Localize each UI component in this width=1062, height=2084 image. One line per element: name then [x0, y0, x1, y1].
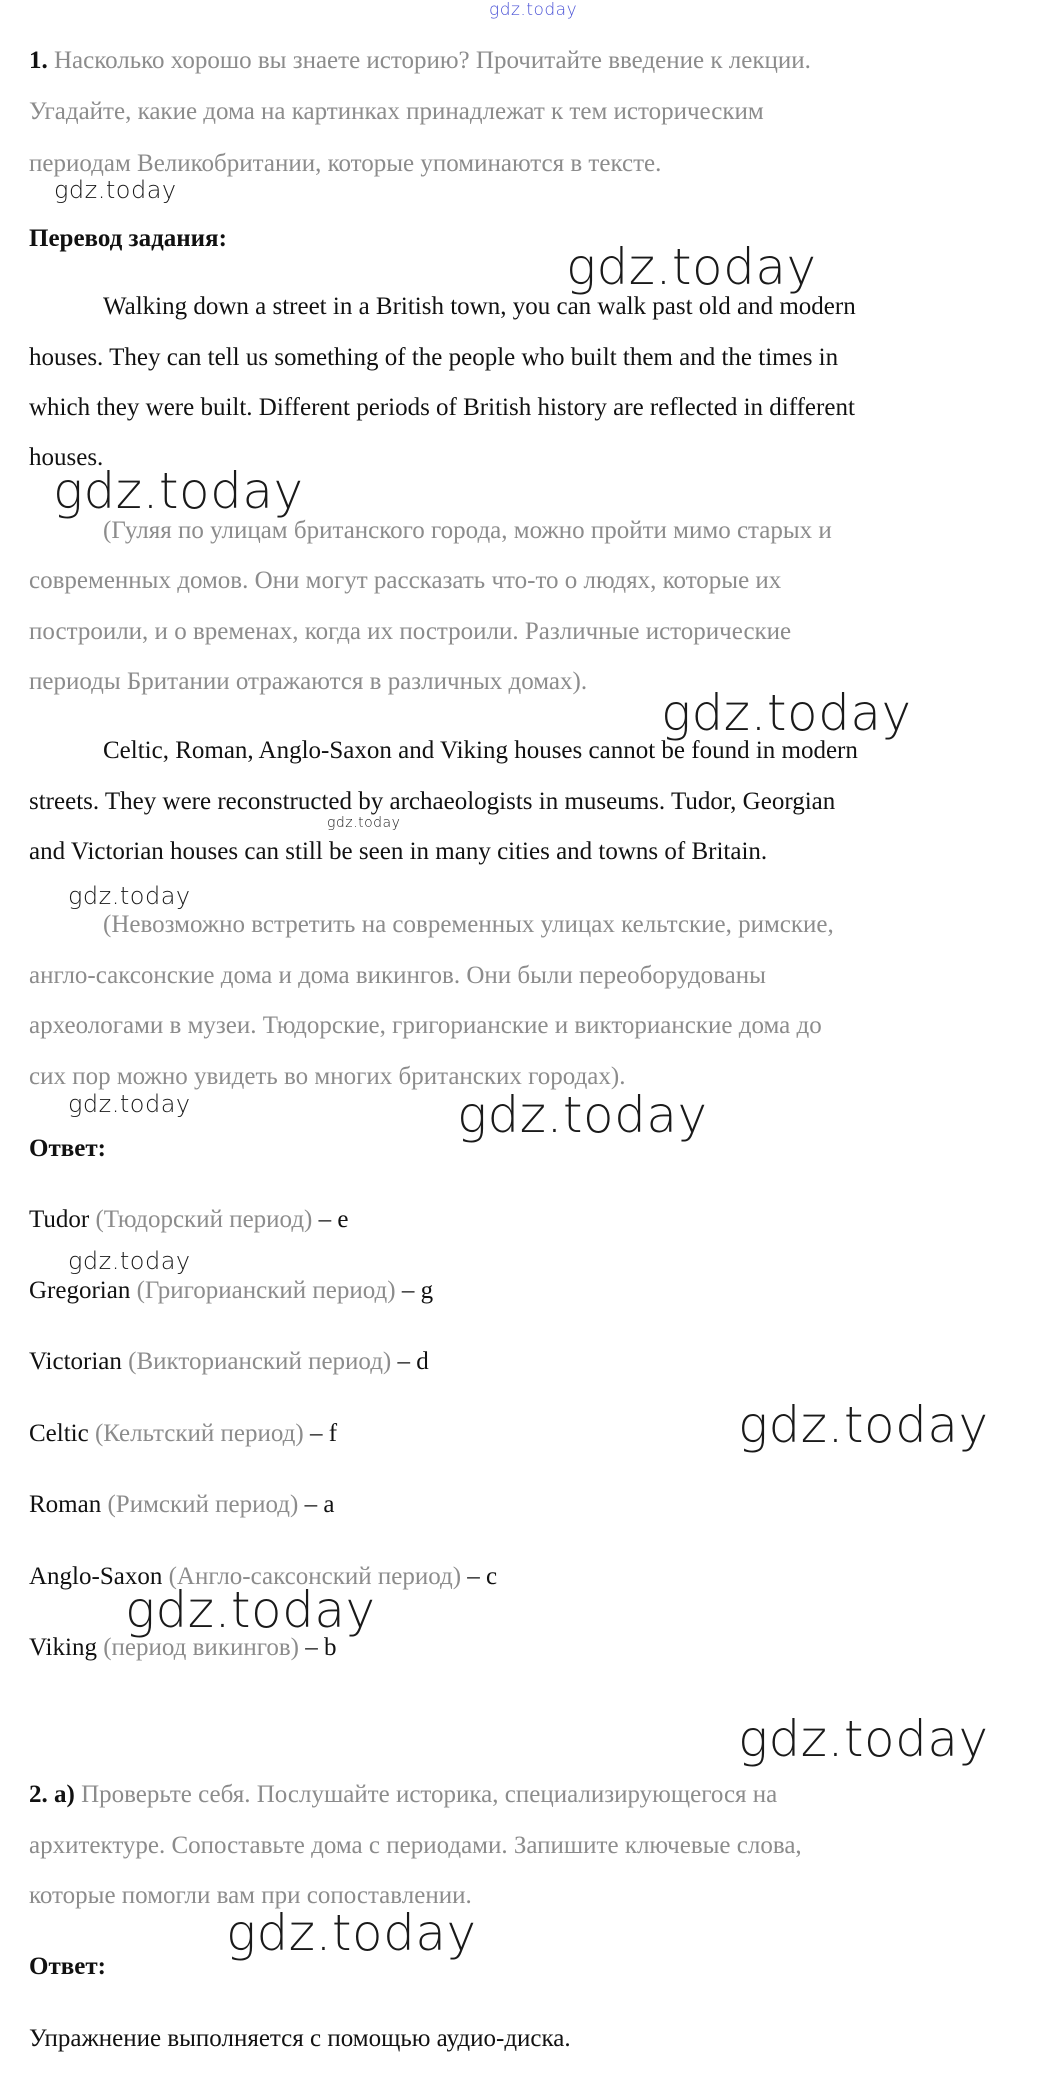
task1-prompt-line-3: периодам Великобритании, которые упоминаются в тексте.: [29, 150, 662, 177]
watermark: gdz.today: [738, 1396, 989, 1454]
watermark: gdz.today: [53, 462, 304, 520]
translation-heading: Перевод задания:: [29, 225, 227, 252]
watermark: gdz.today: [226, 1904, 477, 1962]
task2-prompt-text-1: Проверьте себя. Послушайте историка, специализирующегося на: [81, 1781, 778, 1808]
para2-en-line-3: and Victorian houses can still be seen in many cities and towns of Britain.: [29, 838, 768, 865]
task1-number: 1.: [29, 47, 48, 74]
answer-period: Viking: [29, 1634, 97, 1661]
para1-en-line-1: Walking down a street in a British town, you can walk past old and modern: [103, 293, 856, 320]
answer-period-ru: (Англо-саксонский период): [168, 1563, 462, 1590]
watermark: gdz.today: [566, 238, 817, 296]
answer-row: [29, 1205, 349, 1235]
answer-period: Gregorian: [29, 1277, 131, 1304]
answer-period-ru: (Викторианский период): [128, 1348, 392, 1375]
watermark: gdz.today: [457, 1086, 708, 1144]
task2-prompt-line-1: [29, 1780, 777, 1810]
answer-row: [29, 1347, 429, 1377]
para2-en-line-1: Celtic, Roman, Anglo-Saxon and Viking houses cannot be found in modern: [103, 737, 858, 764]
para1-ru-line-4: периоды Британии отражаются в различных домах).: [29, 668, 588, 695]
watermark: gdz.today: [68, 1247, 191, 1275]
para1-ru-line-3: построили, и о временах, когда их построили. Различные исторические: [29, 618, 792, 645]
answer-row: [29, 1633, 336, 1663]
answer-row: [29, 1490, 334, 1520]
para1-en-line-2: houses. They can tell us something of the people who built them and the times in: [29, 344, 839, 371]
para1-ru-line-1: (Гуляя по улицам британского города, можно пройти мимо старых и: [103, 517, 832, 544]
answer-heading-1: Ответ:: [29, 1135, 106, 1162]
answer-letter: – a: [304, 1491, 335, 1518]
para2-ru-line-3: археологами в музеи. Тюдорские, григорианские и викторианские дома до: [29, 1012, 822, 1039]
answer-letter: – f: [309, 1420, 338, 1447]
answer-letter: – c: [467, 1563, 498, 1590]
para1-ru-line-2: современных домов. Они могут рассказать что-то о людях, которые их: [29, 567, 782, 594]
answer-period: Tudor: [29, 1206, 90, 1233]
answer-period-ru: (Римский период): [107, 1491, 299, 1518]
answer-period: Anglo-Saxon: [29, 1563, 163, 1590]
para2-en-line-2: streets. They were reconstructed by archaeologists in museums. Tudor, Georgian: [29, 788, 836, 815]
para1-en-line-4: houses.: [29, 444, 104, 471]
answer-letter: – b: [305, 1634, 337, 1661]
answer-row: [29, 1276, 433, 1306]
watermark: gdz.today: [54, 176, 177, 204]
answer-letter: – d: [397, 1348, 429, 1375]
answer-period-ru: (Григорианский период): [136, 1277, 396, 1304]
answer-letter: – g: [401, 1277, 434, 1304]
answer-period-ru: (период викингов): [103, 1634, 299, 1661]
task2-number: 2. а): [29, 1781, 75, 1808]
answer-row: [29, 1419, 337, 1449]
para2-ru-line-1: (Невозможно встретить на современных улицах кельтские, римские,: [103, 911, 834, 938]
watermark: gdz.today: [125, 1581, 376, 1639]
answer-period: Celtic: [29, 1420, 89, 1447]
watermark: gdz.today: [661, 684, 912, 742]
watermark: gdz.today: [327, 815, 401, 831]
task2-answer-text: Упражнение выполняется с помощью аудио-диска.: [29, 2025, 571, 2052]
answer-heading-2: Ответ:: [29, 1953, 106, 1980]
answer-period: Roman: [29, 1491, 102, 1518]
watermark: gdz.today: [68, 1090, 191, 1118]
task2-prompt-line-2: архитектуре. Сопоставьте дома с периодами. Запишите ключевые слова,: [29, 1832, 802, 1859]
answer-letter: – e: [318, 1206, 349, 1233]
task1-prompt-line-2: Угадайте, какие дома на картинках принадлежат к тем историческим: [29, 98, 764, 125]
answer-period: Victorian: [29, 1348, 122, 1375]
top-watermark: gdz.today: [489, 0, 578, 20]
task1-prompt-text-1: Насколько хорошо вы знаете историю? Прочитайте введение к лекции.: [54, 47, 811, 74]
watermark: gdz.today: [738, 1710, 989, 1768]
para2-ru-line-2: англо-саксонские дома и дома викингов. Они были переоборудованы: [29, 962, 766, 989]
answer-period-ru: (Кельтский период): [94, 1420, 304, 1447]
task1-prompt-line-1: [29, 46, 811, 76]
answer-period-ru: (Тюдорский период): [95, 1206, 313, 1233]
watermark: gdz.today: [68, 882, 191, 910]
para1-en-line-3: which they were built. Different periods of British history are reflected in different: [29, 394, 855, 421]
para2-ru-line-4: сих пор можно увидеть во многих британских городах).: [29, 1063, 626, 1090]
task2-prompt-line-3: которые помогли вам при сопоставлении.: [29, 1882, 472, 1909]
